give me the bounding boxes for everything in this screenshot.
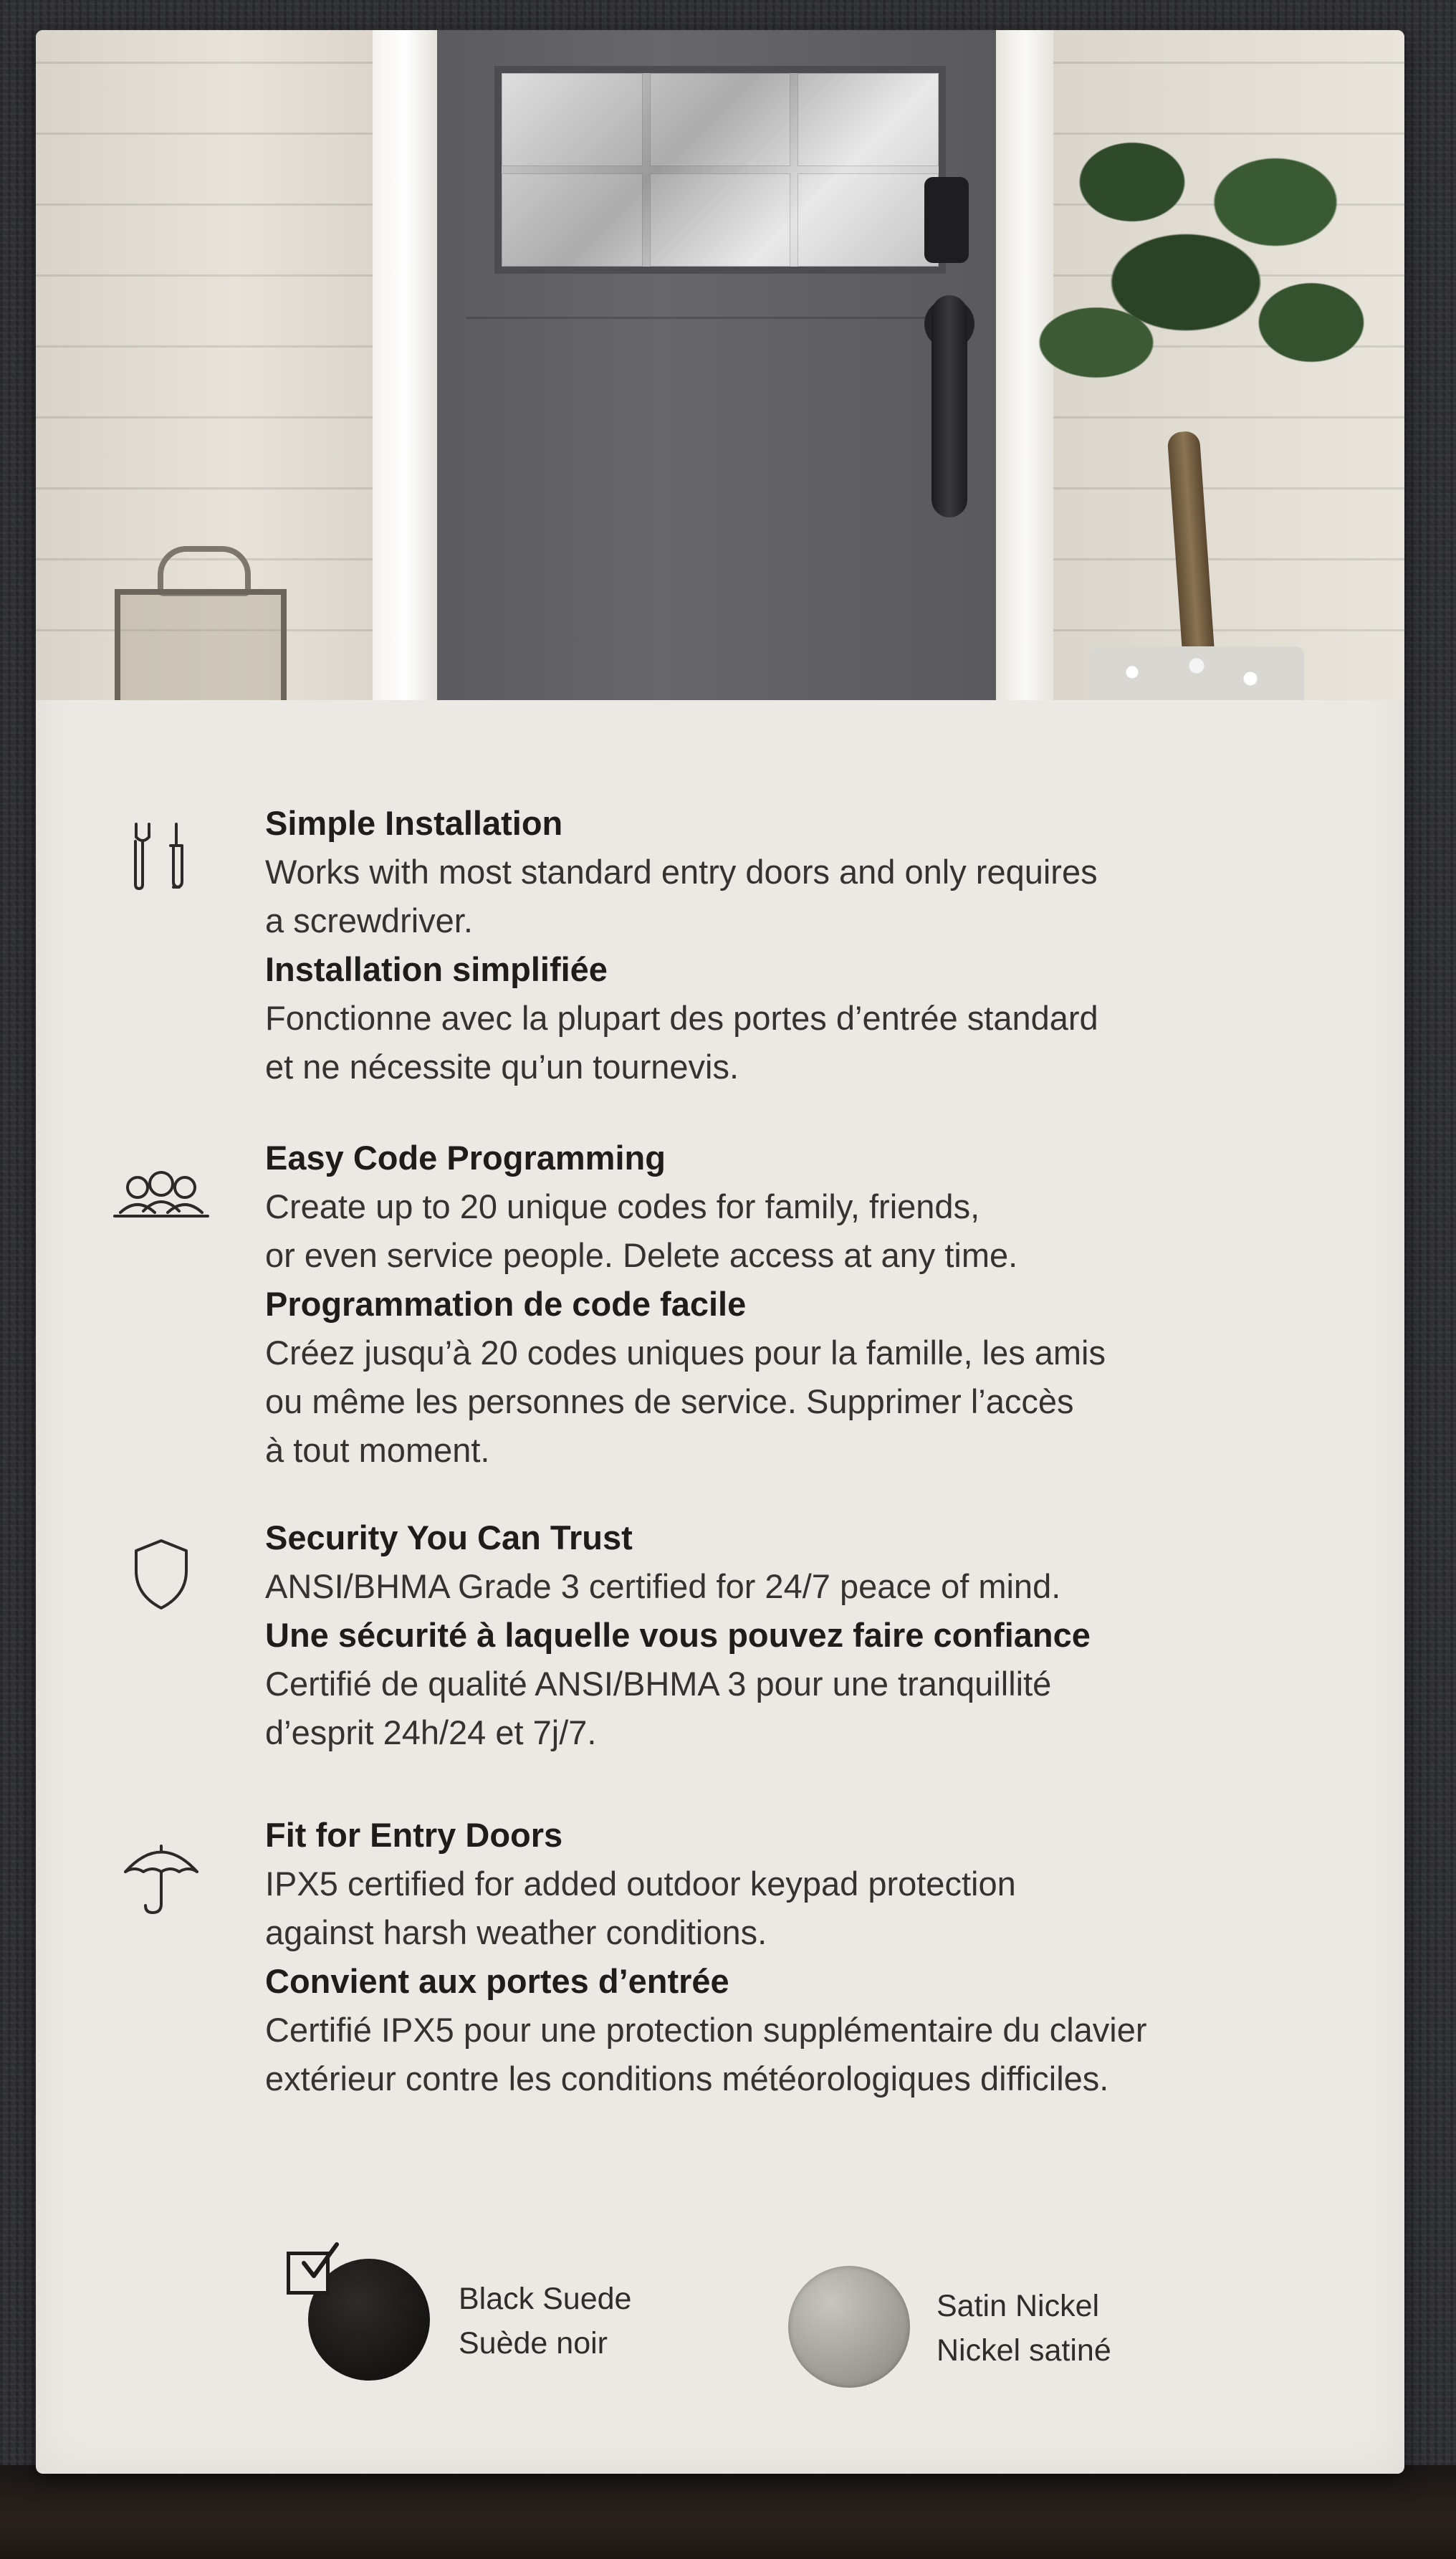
- finish-name-en: Black Suede: [459, 2282, 632, 2316]
- fabric-background: [0, 2465, 1456, 2559]
- satin-nickel-label: [937, 2284, 1111, 2373]
- door-panel: [466, 317, 967, 692]
- plant-pot: [1089, 646, 1304, 700]
- people-group-icon: [107, 1162, 215, 1241]
- feature-title-fr: Convient aux portes d’entrée: [265, 1962, 729, 2000]
- feature-title-fr: Programmation de code facile: [265, 1285, 747, 1323]
- feature-description-fr: Certifié de qualité ANSI/BHMA 3 pour une tranquillité d’esprit 24h/24 et 7j/7.: [265, 1665, 1052, 1751]
- smart-lock-keypad: [924, 177, 969, 263]
- potted-plant-foliage: [1025, 102, 1383, 503]
- shield-icon: [115, 1535, 208, 1614]
- finish-name-fr: Nickel satiné: [937, 2333, 1111, 2368]
- door-window: [494, 66, 946, 274]
- feature-title-en: Simple Installation: [265, 804, 563, 842]
- black-suede-label: [459, 2277, 631, 2366]
- feature-title-en: Security You Can Trust: [265, 1518, 633, 1556]
- feature-description-fr: Créez jusqu’à 20 codes uniques pour la famille, les amis ou même les personnes de service. Supprimer l’accès à tout moment.: [265, 1334, 1106, 1469]
- feature-title-fr: Installation simplifiée: [265, 950, 608, 988]
- feature-title-en: Fit for Entry Doors: [265, 1816, 563, 1854]
- lantern: [115, 589, 287, 700]
- finish-options: [36, 2252, 1404, 2395]
- finish-name-en: Satin Nickel: [937, 2289, 1100, 2323]
- finish-name-fr: Suède noir: [459, 2326, 608, 2361]
- feature-description-fr: Certifié IPX5 pour une protection supplémentaire du clavier extérieur contre les conditions météorologiques difficiles.: [265, 2011, 1147, 2098]
- feature-description-fr: Fonctionne avec la plupart des portes d’entrée standard et ne nécessite qu’un tournevis.: [265, 999, 1098, 1086]
- door-trim-left: [373, 30, 437, 700]
- umbrella-icon: [115, 1840, 208, 1918]
- feature-description-en: IPX5 certified for added outdoor keypad protection against harsh weather conditions.: [265, 1865, 1016, 1951]
- feature-title-en: Easy Code Programming: [265, 1139, 666, 1177]
- checkmark-icon: [294, 2239, 345, 2290]
- feature-description-en: Create up to 20 unique codes for family, friends, or even service people. Delete access at any time.: [265, 1187, 1018, 1274]
- product-box-back: [36, 30, 1404, 2474]
- feature-description-en: Works with most standard entry doors and only requires a screwdriver.: [265, 853, 1098, 939]
- product-photo: [36, 30, 1404, 700]
- tools-icon: [115, 818, 208, 897]
- door-handle: [931, 295, 967, 517]
- satin-nickel-swatch: [788, 2266, 910, 2388]
- feature-title-fr: Une sécurité à laquelle vous pouvez faire confiance: [265, 1616, 1091, 1654]
- feature-description-en: ANSI/BHMA Grade 3 certified for 24/7 peace of mind.: [265, 1567, 1061, 1605]
